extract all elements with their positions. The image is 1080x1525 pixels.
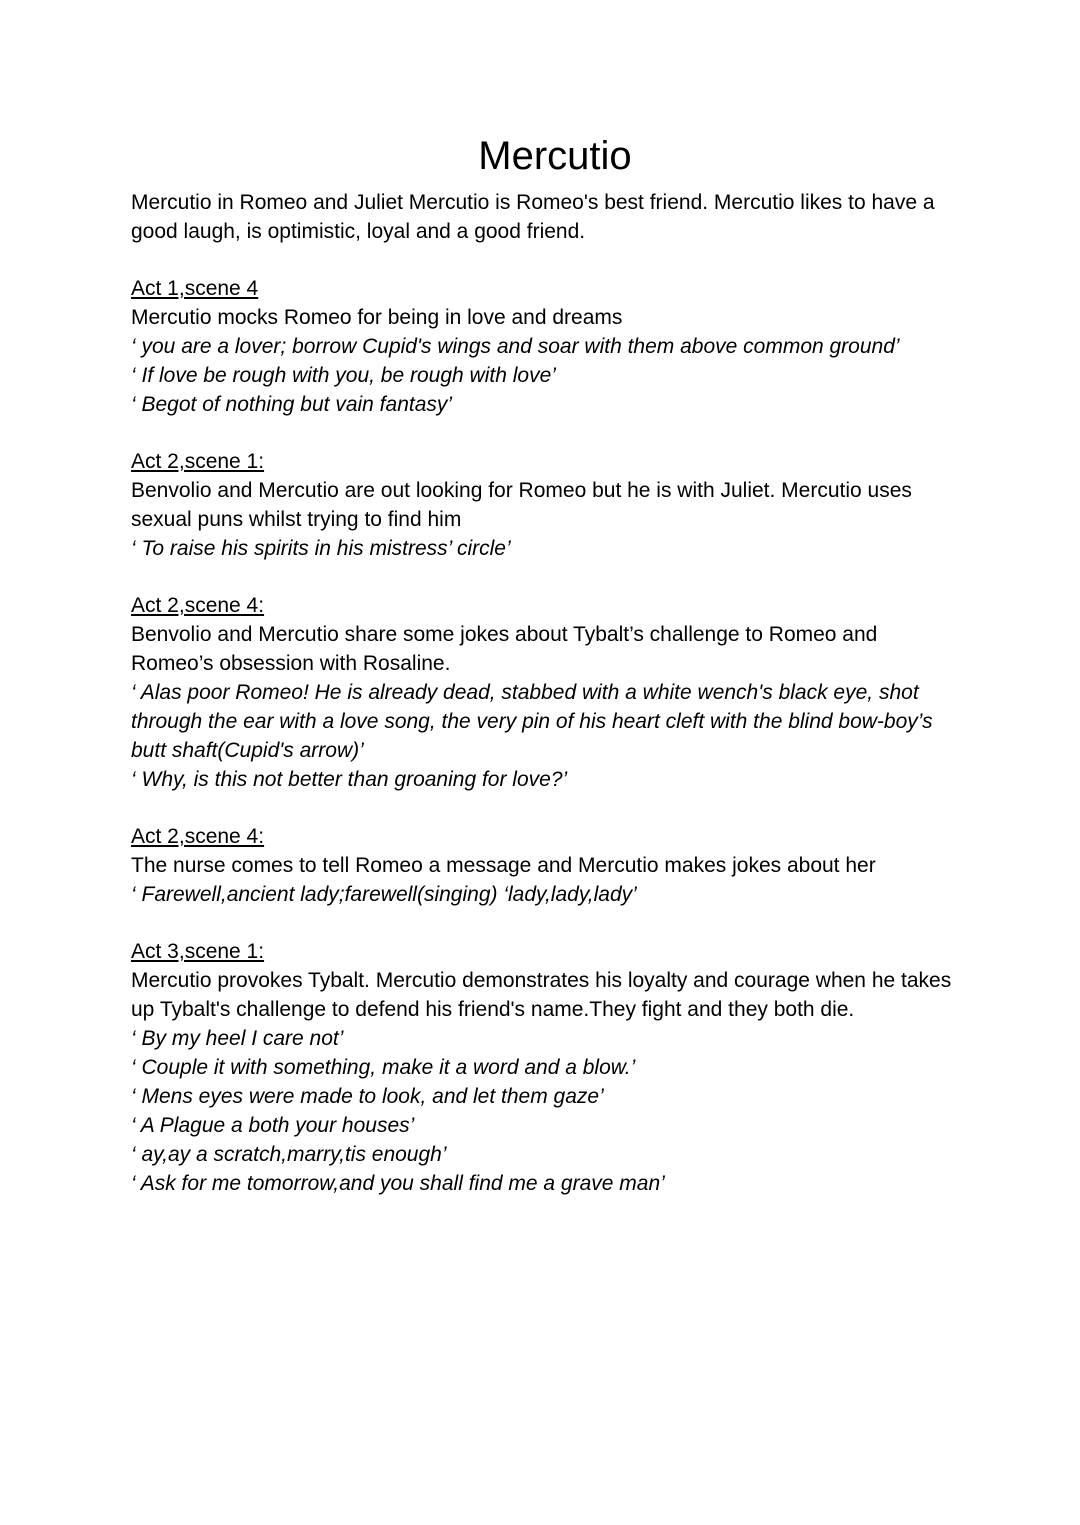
quote: ‘ Farewell,ancient lady;farewell(singing) ‘lady,lady,lady’ — [131, 883, 637, 906]
section-description: Mercutio mocks Romeo for being in love and dreams — [131, 306, 623, 329]
section-act1-scene4 — [131, 274, 961, 419]
section-act2-scene4-b — [131, 822, 961, 909]
section-heading: Act 1,scene 4 — [131, 277, 259, 300]
quote: ‘ Begot of nothing but vain fantasy’ — [131, 393, 453, 416]
page-title: Mercutio — [478, 134, 632, 178]
quote: ‘ Couple it with something, make it a word and a blow.’ — [131, 1056, 636, 1079]
document-page — [131, 130, 961, 1198]
quote: ‘ Mens eyes were made to look, and let them gaze’ — [131, 1085, 604, 1108]
intro-paragraph: Mercutio in Romeo and Juliet Mercutio is Romeo's best friend. Mercutio likes to have a good laugh, is optimistic, loyal and a good friend. — [131, 191, 935, 243]
section-description: The nurse comes to tell Romeo a message and Mercutio makes jokes about her — [131, 854, 876, 877]
quote: ‘ Alas poor Romeo! He is already dead, stabbed with a white wench's black eye, shot through the ear with a love song, the very pin of his heart cleft with the blind bow-boy’s butt shaft(Cupid's arrow)’ — [131, 681, 933, 762]
quote: ‘ To raise his spirits in his mistress’ circle’ — [131, 537, 511, 560]
section-act3-scene1 — [131, 937, 961, 1198]
section-description: Mercutio provokes Tybalt. Mercutio demonstrates his loyalty and courage when he takes up Tybalt's challenge to defend his friend's name.They fight and they both die. — [131, 969, 952, 1021]
section-description: Benvolio and Mercutio share some jokes about Tybalt’s challenge to Romeo and Romeo’s obsession with Rosaline. — [131, 623, 878, 675]
section-heading: Act 3,scene 1: — [131, 940, 265, 963]
section-act2-scene1 — [131, 447, 961, 563]
section-heading: Act 2,scene 4: — [131, 594, 265, 617]
section-heading: Act 2,scene 1: — [131, 450, 265, 473]
quote: ‘ you are a lover; borrow Cupid's wings and soar with them above common ground’ — [131, 335, 900, 358]
quote: ‘ A Plague a both your houses’ — [131, 1114, 415, 1137]
section-description: Benvolio and Mercutio are out looking for Romeo but he is with Juliet. Mercutio uses sexual puns whilst trying to find him — [131, 479, 912, 531]
quote: ‘ If love be rough with you, be rough with love’ — [131, 364, 556, 387]
section-act2-scene4-a — [131, 591, 961, 794]
quote: ‘ ay,ay a scratch,marry,tis enough’ — [131, 1143, 447, 1166]
quote: ‘ Why, is this not better than groaning for love?’ — [131, 768, 568, 791]
quote: ‘ Ask for me tomorrow,and you shall find me a grave man’ — [131, 1172, 665, 1195]
section-heading: Act 2,scene 4: — [131, 825, 265, 848]
quote: ‘ By my heel I care not’ — [131, 1027, 344, 1050]
